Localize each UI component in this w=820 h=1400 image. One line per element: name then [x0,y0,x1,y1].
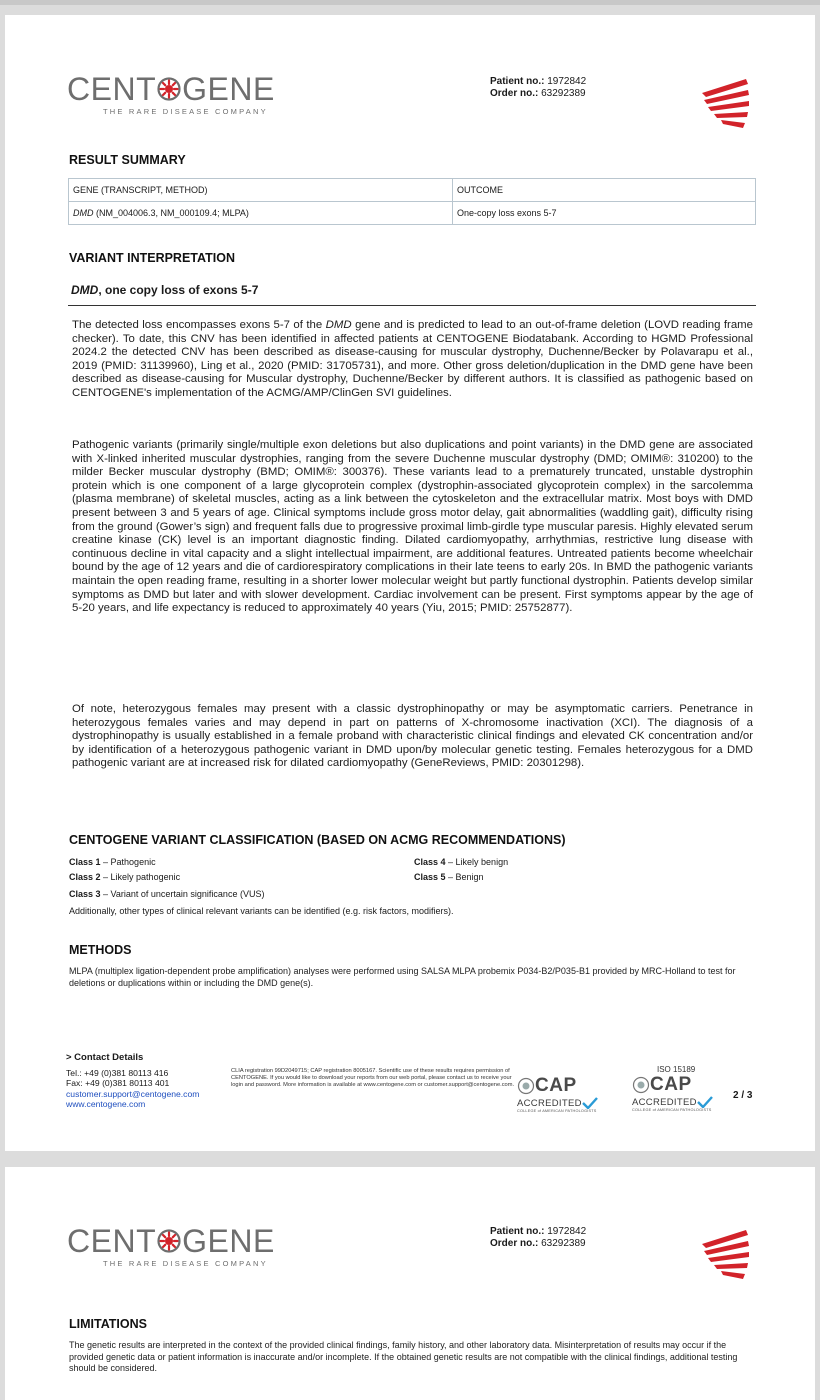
class-5-text: – Benign [445,872,484,882]
variant-description: , one copy loss of exons 5-7 [98,283,259,297]
centogene-fan-icon [698,73,758,133]
cap-iso-accredited-logo [632,1065,713,1112]
classification-heading: CENTOGENE VARIANT CLASSIFICATION (BASED ON ACMG RECOMMENDATIONS) [69,833,566,847]
clia-disclaimer: CLIA registration 99D2049715; CAP registration 8005167. Scientific use of these results requires permission of CENTOGENE. If you would like to download your reports from our web portal, please contact us to receive your login and password. More information is available at www.centogene.com or customer.support@centogene.com. [231,1068,515,1089]
centogene-logo [67,72,275,116]
class-3-label: Class 3 [69,889,101,899]
divider [68,305,756,306]
college-label: COLLEGE of AMERICAN PATHOLOGISTS [632,1108,712,1112]
table-header-row [69,179,756,202]
cap-word: CAP [650,1074,692,1095]
para1-gene: DMD [325,319,352,331]
methods-heading: METHODS [69,943,132,957]
interpretation-paragraph-1 [72,319,753,401]
order-label: Order no.: [490,88,539,99]
logo-text-right: GENE [182,71,275,107]
contact-email-link[interactable]: customer.support@centogene.com [66,1088,200,1099]
patient-info [490,1226,586,1250]
class-4 [414,856,508,868]
variant-title [71,283,258,297]
contact-details [66,1068,199,1109]
page-number: 2 / 3 [733,1090,753,1101]
patient-label: Patient no.: [490,1226,545,1237]
cap-seal-icon [632,1076,650,1094]
order-label: Order no.: [490,1238,539,1249]
table-row [69,202,756,225]
centogene-logo [67,1224,275,1268]
viewer-top-strip [0,0,820,5]
cap-seal-icon [517,1077,535,1095]
class-5-label: Class 5 [414,872,446,882]
transcript-method: (NM_004006.3, NM_000109.4; MLPA) [93,208,249,218]
contact-fax: Fax: +49 (0)381 80113 401 [66,1078,170,1089]
logo-o-mark-icon [157,1229,181,1253]
cap-word: CAP [535,1075,577,1096]
checkmark-icon [582,1097,598,1109]
order-number: 63292389 [541,1238,586,1249]
class-2-text: – Likely pathogenic [100,872,181,882]
table-header-outcome: OUTCOME [453,179,756,202]
iso-label: ISO 15189 [657,1065,696,1074]
website-link[interactable]: www.centogene.com [66,1098,146,1109]
patient-number: 1972842 [547,76,587,87]
college-label: COLLEGE of AMERICAN PATHOLOGISTS [517,1109,597,1113]
interpretation-paragraph-2: Pathogenic variants (primarily single/multiple exon deletions but also duplications and point variants) in the DMD gene are associated with X-linked inherited muscular dystrophies, ranging from the severe Duchenne muscular dystrophy (DMD; OMIM®: 310200) to the milder Becker muscular dystrophy (BMD; OMIM®: 300376). These variants lead to a prematurely truncated, unstable dystrophin protein which is one component of a large glycoprotein complex (dystrophin-associated glycoprotein complex) in the sarcolemma (plasma membrane) of skeletal muscles, acting as a link between the cytoskeleton and the extracellular matrix. Most boys with DMD present between 3 and 5 years of age. Clinical symptoms include gross motor delay, gait abnormalities (waddling gait), difficulty rising from the ground (Gower’s sign) and frequent falls due to progressive proximal limb-girdle type muscular paresis. Highly elevated serum creatine kinase (CK) level is an important diagnostic finding. Dilated cardiomyopathy, arrhythmias, restrictive lung disease with continuous decline in vital capacity and a slight intellectual impairment, are additional features. Untreated patients become wheelchair bound by the age of 12 years and die of cardiorespiratory complications in their late teens to early 20s. In BMD the pathogenic variants maintain the open reading frame, resulting in a shorter lower molecular weight but partly functional dystrophin. Patients develop similar symptoms as DMD but later and with slower development. Cardiac involvement can be present. First symptoms appear by the age of 5-20 years, and life expectancy is reduced to approximately 40 years (Yiu, 2015; PMID: 25752877). [72,439,753,615]
para1-text-a: The detected loss encompasses exons 5-7 of the [72,319,326,331]
contact-tel: Tel.: +49 (0)381 80113 416 [66,1068,169,1078]
contact-heading: > Contact Details [66,1052,144,1063]
class-3 [69,888,264,900]
table-header-gene: GENE (TRANSCRIPT, METHOD) [69,179,453,202]
accredited-label: ACCREDITED [517,1097,582,1109]
class-1 [69,856,156,868]
table-cell-outcome: One-copy loss exons 5-7 [453,202,756,225]
variant-interpretation-heading: VARIANT INTERPRETATION [69,251,235,265]
class-3-text: – Variant of uncertain significance (VUS) [100,889,265,899]
methods-text: MLPA (multiplex ligation-dependent probe amplification) analyses were performed using SALSA MLPA probemix P034-B2/P035-B1 provided by MRC-Holland to test for deletions or duplications within or including the DMD gene(s). [69,966,736,988]
class-1-label: Class 1 [69,857,101,867]
variant-gene: DMD [71,283,99,297]
patient-number: 1972842 [547,1226,587,1237]
logo-text-left: CENT [67,1223,157,1259]
class-5 [414,871,484,883]
table-cell-gene [69,202,453,225]
patient-label: Patient no.: [490,76,545,87]
classification-note: Additionally, other types of clinical relevant variants can be identified (e.g. risk factors, modifiers). [69,906,454,916]
result-summary-table [68,178,756,225]
centogene-fan-icon [698,1224,758,1284]
order-number: 63292389 [541,88,586,99]
logo-o-mark-icon [157,77,181,101]
class-2 [69,871,180,883]
logo-text-right: GENE [182,1223,275,1259]
class-2-label: Class 2 [69,872,101,882]
para1-text-b: gene and is predicted to lead to an out-of-frame deletion (LOVD reading frame checker). To date, this CNV has been identified in affected patients at CENTOGENE Biodatabank. According to HGMD Professional 2024.2 the detected CNV has been described as disease-causing for muscular dystrophy, Duchenne/Becker by Polavarapu et al., 2019 (PMID: 31139960), Ling et al., 2020 (PMID: 31705731), and more. Other gross deletion/duplication in the DMD gene have been described as disease-causing for Muscular dystrophy, Duchenne/Becker by different authors. It is classified as pathogenic based on CENTOGENE's implementation of the ACMG/AMP/ClinGen SVI guidelines. [72,319,753,399]
class-4-label: Class 4 [414,857,446,867]
logo-tagline: THE RARE DISEASE COMPANY [103,107,268,116]
report-page-2 [5,15,815,1151]
patient-info [490,76,586,100]
cap-accredited-logo [517,1075,598,1113]
checkmark-icon [697,1096,713,1108]
limitations-heading: LIMITATIONS [69,1317,147,1331]
report-page-3 [5,1167,815,1400]
class-1-text: – Pathogenic [100,857,156,867]
logo-tagline: THE RARE DISEASE COMPANY [103,1259,268,1268]
result-summary-heading: RESULT SUMMARY [69,153,186,167]
accredited-label: ACCREDITED [632,1096,697,1108]
limitations-text: The genetic results are interpreted in the context of the provided clinical findings, family history, and other laboratory data. Misinterpretation of results may occur if the provided genetic data or patient information is inaccurate and/or incomplete. If the obtained genetic results are not compatible with the clinical findings, additional testing should be considered. [69,1340,738,1373]
class-4-text: – Likely benign [445,857,509,867]
interpretation-paragraph-3: Of note, heterozygous females may present with a classic dystrophinopathy or may be asymptomatic carriers. Penetrance in heterozygous females varies and may depend in part on patterns of X-chromosome inactivation (XCI). The diagnosis of a dystrophinopathy is usually established in a female proband with characteristic clinical findings and elevated CK concentration and/or by identification of a heterozygous pathogenic variant in DMD upon/by molecular genetic testing. Females heterozygous for a DMD pathogenic variant are at increased risk for dilated cardiomyopathy (GeneReviews, PMID: 20301298). [72,703,753,770]
logo-text-left: CENT [67,71,157,107]
gene-symbol: DMD [73,208,94,218]
